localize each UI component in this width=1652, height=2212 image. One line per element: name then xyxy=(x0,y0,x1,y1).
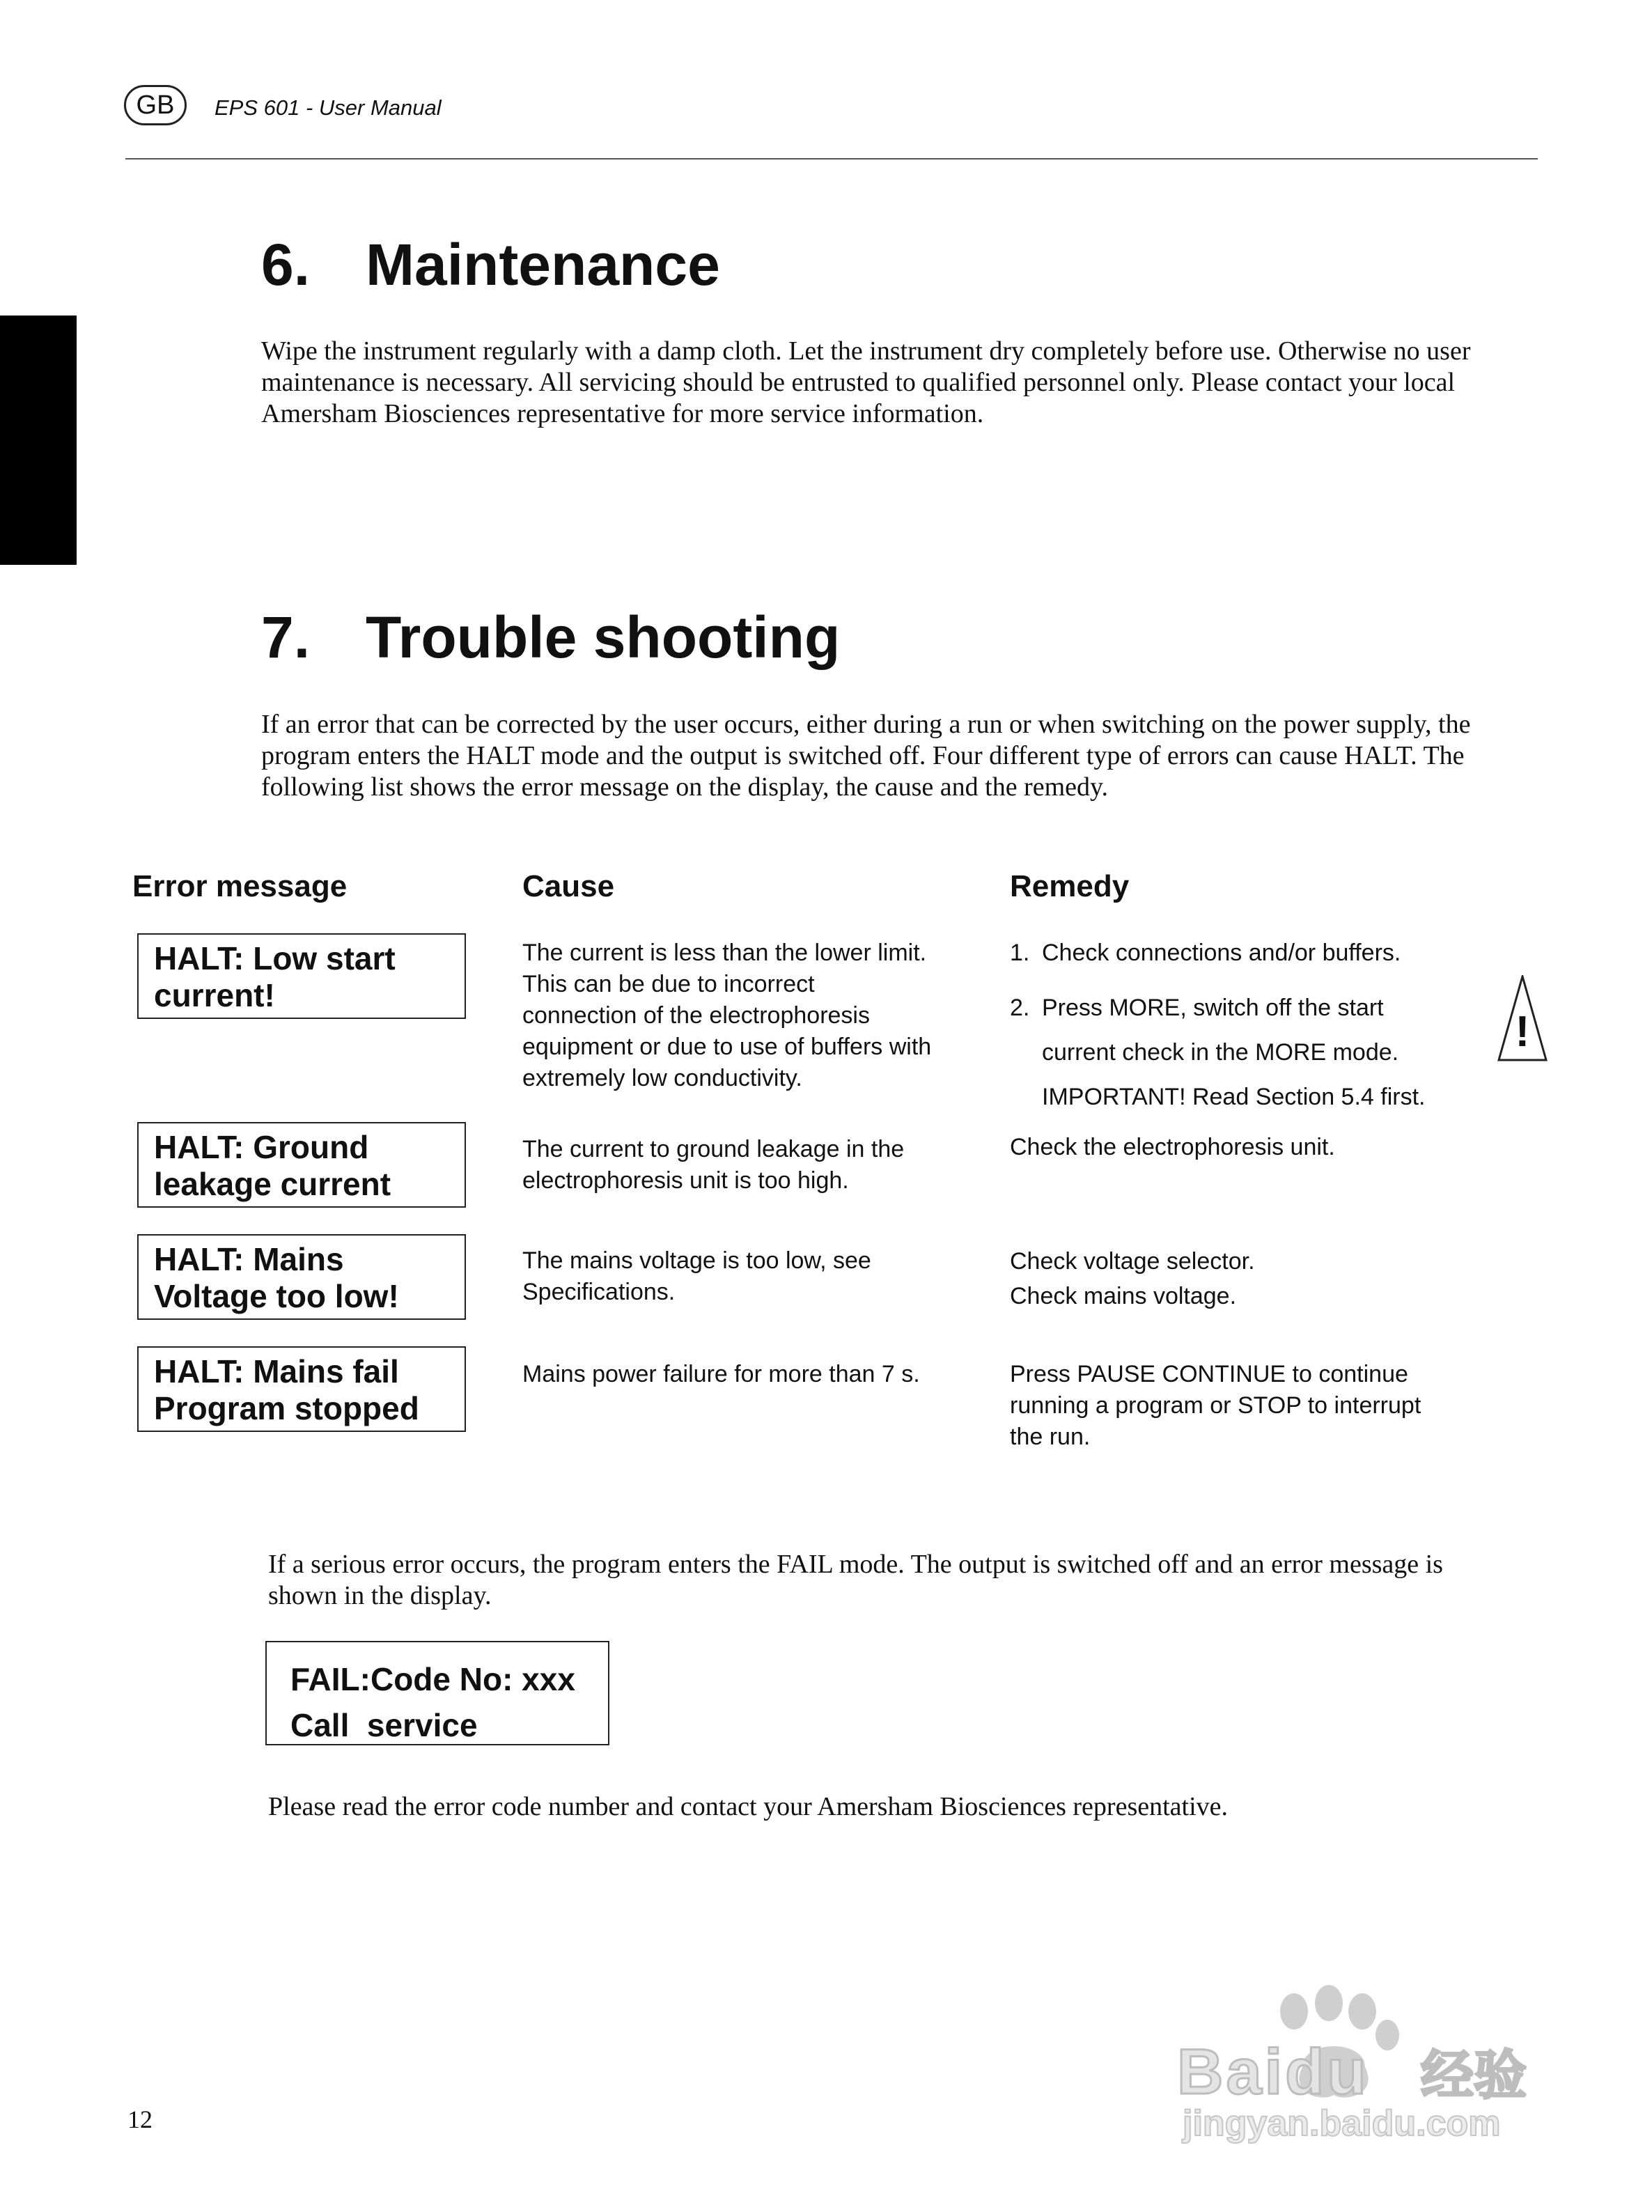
troubleshooting-intro: If an error that can be corrected by the user occurs, either during a run or when switching on the power supply, the program enters the HALT mode and the output is switched off. Four different type of errors can cause HALT. The following list shows the error message on the display, the cause and the remedy. xyxy=(261,710,1471,802)
remedy-step-number: 1. xyxy=(1010,940,1030,966)
cause-mains-fail: Mains power failure for more than 7 s. xyxy=(522,1361,920,1387)
remedy-mains-fail: Press PAUSE CONTINUE to continue running a program or STOP to interrupt the run. xyxy=(1010,1361,1421,1450)
fail-display: FAIL:Code No: xxx Call service xyxy=(265,1641,609,1745)
language-badge: GB xyxy=(124,85,187,125)
column-header-cause: Cause xyxy=(522,869,615,903)
baidu-jingyan-watermark xyxy=(1177,1984,1574,2145)
maintenance-title: Maintenance xyxy=(366,232,720,297)
column-header-remedy: Remedy xyxy=(1010,869,1130,903)
fail-mode-outro: Please read the error code number and contact your Amersham Biosciences representative. xyxy=(268,1792,1229,1821)
manual-title: EPS 601 - User Manual xyxy=(215,95,442,120)
column-header-error: Error message xyxy=(132,869,348,903)
watermark-brand: Baidu xyxy=(1177,2036,1369,2108)
remedy-step-text: Press MORE, switch off the start current check in the MORE mode. IMPORTANT! Read Section 5.4 first. xyxy=(1042,995,1426,1110)
remedy-step xyxy=(1010,986,1425,1119)
halt-display-mains-voltage: HALT: Mains Voltage too low! xyxy=(137,1234,466,1320)
remedy-step-number: 2. xyxy=(1010,995,1030,1021)
remedy-ground-leakage: Check the electrophoresis unit. xyxy=(1010,1134,1335,1160)
remedy-low-start-current xyxy=(1010,937,1425,1119)
remedy-step xyxy=(1010,937,1425,969)
halt-display-mains-fail: HALT: Mains fail Program stopped xyxy=(137,1346,466,1432)
cause-low-start-current: The current is less than the lower limit. This can be due to incorrect connection of the electrophoresis equipment or due to use of buffers with extremely low conductivity. xyxy=(522,940,932,1091)
cause-ground-leakage: The current to ground leakage in the electrophoresis unit is too high. xyxy=(522,1136,905,1194)
troubleshooting-title: Trouble shooting xyxy=(366,605,841,670)
remedy-mains-voltage: Check voltage selector. Check mains voltage. xyxy=(1010,1248,1255,1309)
watermark-product: 经验 xyxy=(1421,2044,1527,2106)
remedy-step-text: Check connections and/or buffers. xyxy=(1042,940,1401,966)
header-divider xyxy=(125,158,1538,159)
watermark-url: jingyan.baidu.com xyxy=(1183,2103,1501,2144)
fail-mode-intro: If a serious error occurs, the program enters the FAIL mode. The output is switched off and an error message is shown in the display. xyxy=(268,1550,1443,1610)
troubleshooting-heading xyxy=(261,605,841,670)
halt-display-low-start-current: HALT: Low start current! xyxy=(137,933,466,1019)
section-tab-marker xyxy=(0,316,77,565)
cause-mains-voltage: The mains voltage is too low, see Specifications. xyxy=(522,1247,871,1305)
maintenance-heading xyxy=(261,232,720,297)
maintenance-body: Wipe the instrument regularly with a damp cloth. Let the instrument dry completely before use. Otherwise no user maintenance is necessary. All servicing should be entrusted to qualified personnel only. Please contact your local Amersham Biosciences representative for more service information. xyxy=(261,336,1471,428)
warning-exclamation: ! xyxy=(1515,1008,1530,1056)
maintenance-number: 6. xyxy=(261,232,311,297)
halt-display-ground-leakage: HALT: Ground leakage current xyxy=(137,1122,466,1208)
warning-triangle-icon xyxy=(1497,975,1548,1061)
page-number: 12 xyxy=(127,2105,153,2133)
troubleshooting-number: 7. xyxy=(261,605,311,670)
